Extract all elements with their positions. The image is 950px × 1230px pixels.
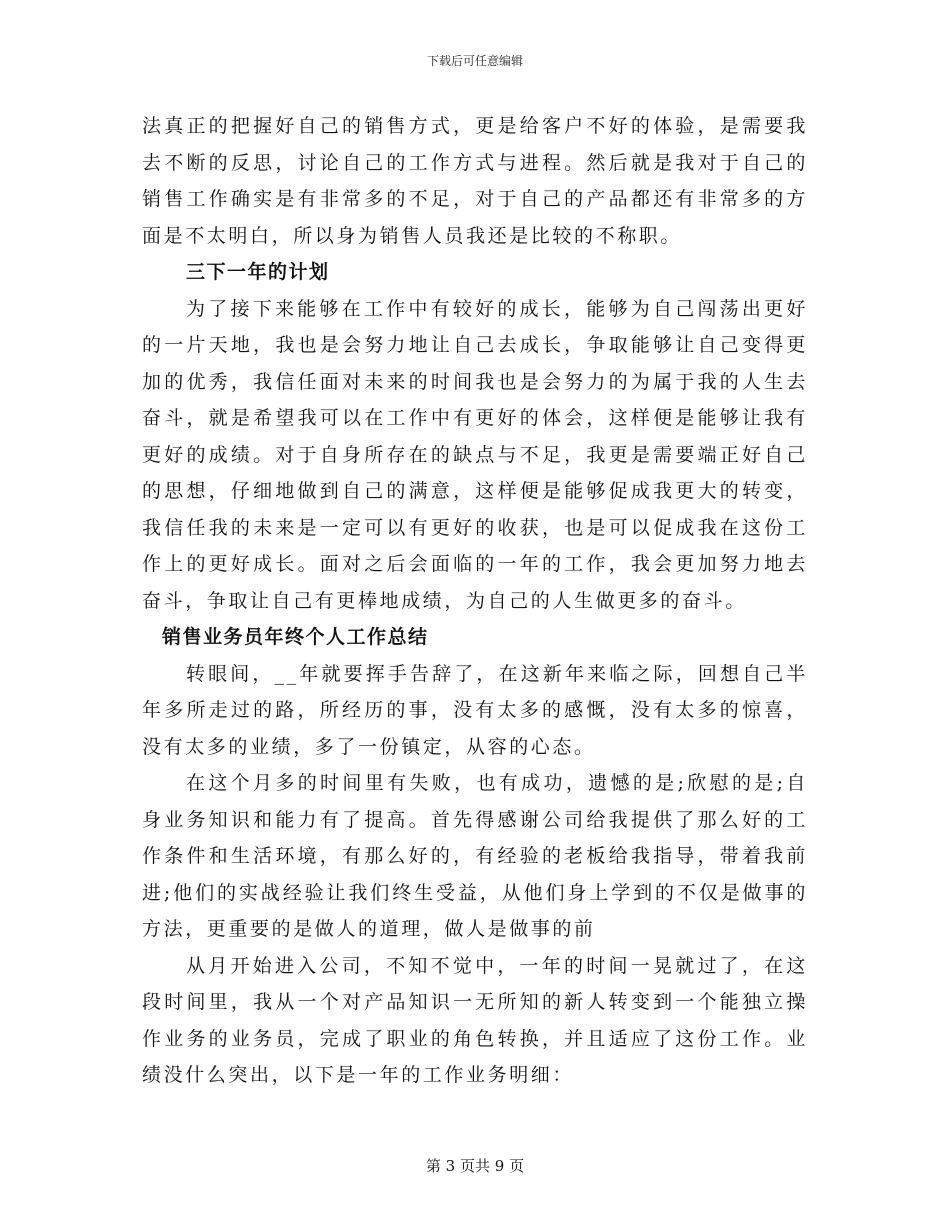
page-header: 下载后可任意编辑 xyxy=(426,54,523,68)
paragraph-intro: 法真正的把握好自己的销售方式，更是给客户不好的体验，是需要我去不断的反思，讨论自己的工作方式与进程。然后就是我对于自己的销售工作确实是有非常多的不足，对于自己的产品都还有非常多的方面是不太明白，所以身为销售人员我还是比较的不称职。 xyxy=(142,115,808,247)
paragraph-2: 在这个月多的时间里有失败，也有成功，遗憾的是;欣慰的是;自身业务知识和能力有了提高。首先得感谢公司给我提供了那么好的工作条件和生活环境，有那么好的，有经验的老板给我指导，带着我前进;他们的实战经验让我们终生受益，从他们身上学到的不仅是做事的方法，更重要的是做人的道理，做人是做事的前 xyxy=(142,772,808,940)
section-heading: 三下一年的计划 xyxy=(186,261,330,283)
document-title: 销售业务员年终个人工作总结 xyxy=(162,626,429,648)
page-number: 第 3 页共 9 页 xyxy=(425,1157,525,1175)
paragraph-3: 从月开始进入公司，不知不觉中，一年的时间一晃就过了，在这段时间里，我从一个对产品知识一无所知的新人转变到一个能独立操作业务的业务员，完成了职业的角色转换，并且适应了这份工作。业绩没什么突出，以下是一年的工作业务明细： xyxy=(142,954,808,1086)
document-body xyxy=(142,108,808,1094)
paragraph-1: 转眼间，__年就要挥手告辞了，在这新年来临之际，回想自己半年多所走过的路，所经历的事，没有太多的感慨，没有太多的惊喜，没有太多的业绩，多了一份镇定，从容的心态。 xyxy=(142,662,808,758)
paragraph-plan: 为了接下来能够在工作中有较好的成长，能够为自己闯荡出更好的一片天地，我也是会努力地让自己去成长，争取能够让自己变得更加的优秀，我信任面对未来的时间我也是会努力的为属于我的人生去奋斗，就是希望我可以在工作中有更好的体会，这样便是能够让我有更好的成绩。对于自身所存在的缺点与不足，我更是需要端正好自己的思想，仔细地做到自己的满意，这样便是能够促成我更大的转变，我信任我的未来是一定可以有更好的收获，也是可以促成我在这份工作上的更好成长。面对之后会面临的一年的工作，我会更加努力地去奋斗，争取让自己有更棒地成绩，为自己的人生做更多的奋斗。 xyxy=(142,297,808,612)
